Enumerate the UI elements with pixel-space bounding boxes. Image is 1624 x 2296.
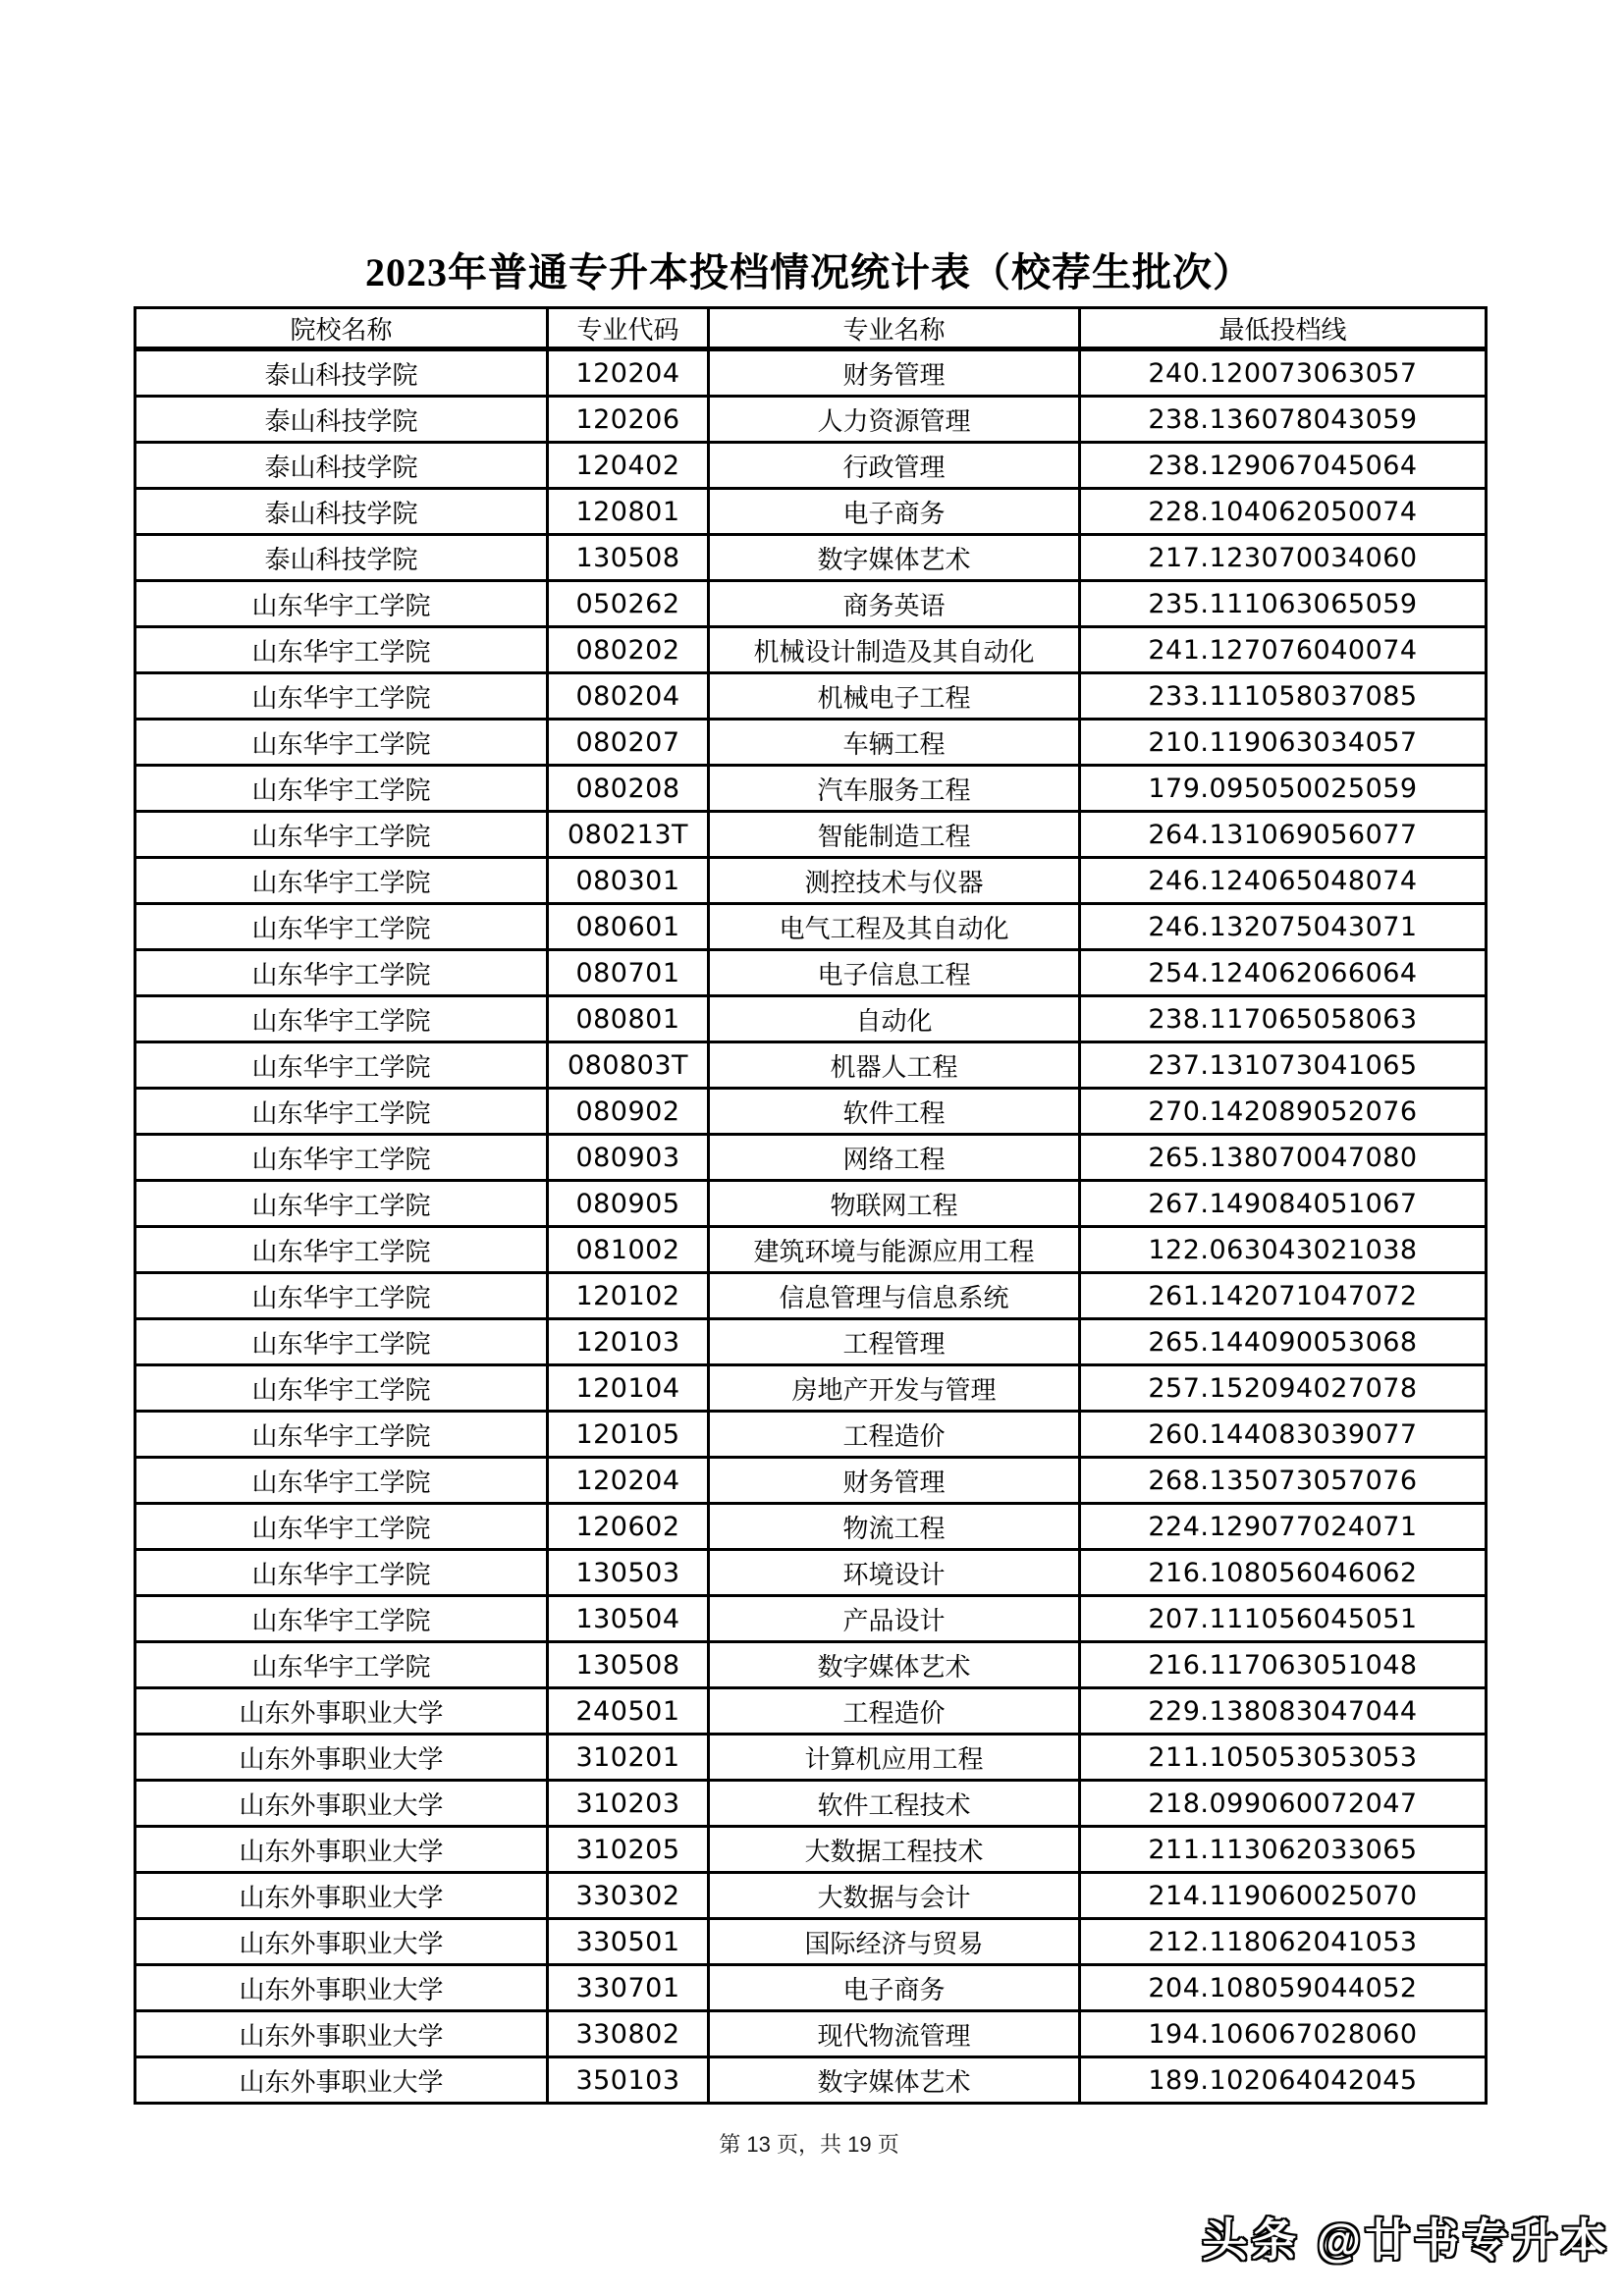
school-name-cell: 山东外事职业大学 [135, 1873, 548, 1919]
major-name-cell: 软件工程 [709, 1089, 1080, 1135]
table-row [135, 1227, 1487, 1273]
table-row [135, 1504, 1487, 1550]
min-score-cell: 254.124062066064 [1080, 950, 1487, 996]
school-name-cell: 山东华宇工学院 [135, 1227, 548, 1273]
major-code-cell: 080301 [548, 858, 709, 904]
min-score-cell: 122.063043021038 [1080, 1227, 1487, 1273]
major-code-cell: 330701 [548, 1965, 709, 2011]
school-name-cell: 山东外事职业大学 [135, 1735, 548, 1781]
major-name-cell: 数字媒体艺术 [709, 1642, 1080, 1688]
major-name-cell: 电子商务 [709, 1965, 1080, 2011]
major-code-cell: 080903 [548, 1135, 709, 1181]
min-score-cell: 211.113062033065 [1080, 1827, 1487, 1873]
major-code-cell: 050262 [548, 581, 709, 627]
school-name-cell: 山东华宇工学院 [135, 1365, 548, 1412]
major-name-cell: 商务英语 [709, 581, 1080, 627]
major-name-cell: 工程造价 [709, 1412, 1080, 1458]
major-code-cell: 330302 [548, 1873, 709, 1919]
min-score-cell: 265.138070047080 [1080, 1135, 1487, 1181]
major-code-cell: 120103 [548, 1319, 709, 1365]
table-row [135, 1135, 1487, 1181]
table-row [135, 1873, 1487, 1919]
major-code-cell: 130503 [548, 1550, 709, 1596]
major-name-cell: 产品设计 [709, 1596, 1080, 1642]
min-score-cell: 235.111063065059 [1080, 581, 1487, 627]
table-row [135, 1688, 1487, 1735]
school-name-cell: 山东外事职业大学 [135, 1688, 548, 1735]
major-code-cell: 120206 [548, 397, 709, 443]
table-row [135, 1042, 1487, 1089]
major-name-cell: 大数据工程技术 [709, 1827, 1080, 1873]
major-code-cell: 310203 [548, 1781, 709, 1827]
major-name-cell: 行政管理 [709, 443, 1080, 489]
table-row [135, 766, 1487, 812]
school-name-cell: 山东华宇工学院 [135, 1550, 548, 1596]
col-header-min-admission-line: 最低投档线 [1080, 308, 1487, 349]
col-header-major-code: 专业代码 [548, 308, 709, 349]
min-score-cell: 179.095050025059 [1080, 766, 1487, 812]
min-score-cell: 210.119063034057 [1080, 720, 1487, 766]
table-row [135, 720, 1487, 766]
major-name-cell: 汽车服务工程 [709, 766, 1080, 812]
min-score-cell: 238.129067045064 [1080, 443, 1487, 489]
school-name-cell: 山东华宇工学院 [135, 996, 548, 1042]
table-row [135, 1550, 1487, 1596]
min-score-cell: 246.124065048074 [1080, 858, 1487, 904]
major-name-cell: 大数据与会计 [709, 1873, 1080, 1919]
major-code-cell: 080701 [548, 950, 709, 996]
major-name-cell: 人力资源管理 [709, 397, 1080, 443]
major-name-cell: 电子商务 [709, 489, 1080, 535]
min-score-cell: 238.136078043059 [1080, 397, 1487, 443]
school-name-cell: 山东华宇工学院 [135, 1642, 548, 1688]
school-name-cell: 泰山科技学院 [135, 397, 548, 443]
table-row [135, 673, 1487, 720]
major-name-cell: 国际经济与贸易 [709, 1919, 1080, 1965]
min-score-cell: 240.120073063057 [1080, 349, 1487, 397]
major-name-cell: 机械设计制造及其自动化 [709, 627, 1080, 673]
school-name-cell: 山东华宇工学院 [135, 1273, 548, 1319]
major-name-cell: 软件工程技术 [709, 1781, 1080, 1827]
major-code-cell: 120801 [548, 489, 709, 535]
min-score-cell: 214.119060025070 [1080, 1873, 1487, 1919]
major-name-cell: 自动化 [709, 996, 1080, 1042]
min-score-cell: 238.117065058063 [1080, 996, 1487, 1042]
major-code-cell: 130504 [548, 1596, 709, 1642]
page-number: 第 13 页，共 19 页 [719, 2132, 899, 2157]
major-name-cell: 物联网工程 [709, 1181, 1080, 1227]
table-header [135, 308, 1487, 349]
school-name-cell: 山东华宇工学院 [135, 1504, 548, 1550]
major-name-cell: 信息管理与信息系统 [709, 1273, 1080, 1319]
major-name-cell: 工程管理 [709, 1319, 1080, 1365]
major-code-cell: 130508 [548, 535, 709, 581]
min-score-cell: 233.111058037085 [1080, 673, 1487, 720]
min-score-cell: 270.142089052076 [1080, 1089, 1487, 1135]
major-code-cell: 080601 [548, 904, 709, 950]
major-name-cell: 工程造价 [709, 1688, 1080, 1735]
table-row [135, 2057, 1487, 2104]
table-row [135, 627, 1487, 673]
school-name-cell: 泰山科技学院 [135, 443, 548, 489]
major-code-cell: 080803T [548, 1042, 709, 1089]
table-row [135, 535, 1487, 581]
major-name-cell: 物流工程 [709, 1504, 1080, 1550]
min-score-cell: 228.104062050074 [1080, 489, 1487, 535]
table-row [135, 858, 1487, 904]
min-score-cell: 189.102064042045 [1080, 2057, 1487, 2104]
major-name-cell: 现代物流管理 [709, 2011, 1080, 2057]
min-score-cell: 241.127076040074 [1080, 627, 1487, 673]
min-score-cell: 265.144090053068 [1080, 1319, 1487, 1365]
major-code-cell: 080208 [548, 766, 709, 812]
major-name-cell: 机械电子工程 [709, 673, 1080, 720]
major-code-cell: 080902 [548, 1089, 709, 1135]
school-name-cell: 山东华宇工学院 [135, 858, 548, 904]
major-code-cell: 120204 [548, 349, 709, 397]
school-name-cell: 泰山科技学院 [135, 489, 548, 535]
major-code-cell: 130508 [548, 1642, 709, 1688]
col-header-major-name: 专业名称 [709, 308, 1080, 349]
school-name-cell: 山东华宇工学院 [135, 627, 548, 673]
school-name-cell: 山东外事职业大学 [135, 1919, 548, 1965]
major-name-cell: 电子信息工程 [709, 950, 1080, 996]
major-name-cell: 电气工程及其自动化 [709, 904, 1080, 950]
school-name-cell: 山东外事职业大学 [135, 2011, 548, 2057]
school-name-cell: 山东华宇工学院 [135, 904, 548, 950]
table-row [135, 1412, 1487, 1458]
min-score-cell: 261.142071047072 [1080, 1273, 1487, 1319]
school-name-cell: 山东华宇工学院 [135, 1042, 548, 1089]
major-code-cell: 080213T [548, 812, 709, 858]
min-score-cell: 216.117063051048 [1080, 1642, 1487, 1688]
major-code-cell: 080202 [548, 627, 709, 673]
major-code-cell: 330802 [548, 2011, 709, 2057]
major-name-cell: 财务管理 [709, 349, 1080, 397]
table-row [135, 1827, 1487, 1873]
table-row [135, 1919, 1487, 1965]
table-row [135, 1089, 1487, 1135]
table-row [135, 1273, 1487, 1319]
min-score-cell: 246.132075043071 [1080, 904, 1487, 950]
col-header-school-name: 院校名称 [135, 308, 548, 349]
major-code-cell: 310201 [548, 1735, 709, 1781]
table-row [135, 950, 1487, 996]
major-name-cell: 测控技术与仪器 [709, 858, 1080, 904]
table-row [135, 996, 1487, 1042]
table-body [135, 349, 1487, 2104]
school-name-cell: 山东华宇工学院 [135, 720, 548, 766]
school-name-cell: 山东华宇工学院 [135, 1596, 548, 1642]
table-row [135, 349, 1487, 397]
school-name-cell: 泰山科技学院 [135, 349, 548, 397]
min-score-cell: 212.118062041053 [1080, 1919, 1487, 1965]
min-score-cell: 217.123070034060 [1080, 535, 1487, 581]
table-row [135, 904, 1487, 950]
school-name-cell: 山东华宇工学院 [135, 1458, 548, 1504]
major-code-cell: 120602 [548, 1504, 709, 1550]
major-name-cell: 建筑环境与能源应用工程 [709, 1227, 1080, 1273]
watermark: 头条 @廿书专升本 [1202, 2215, 1610, 2266]
table-row [135, 2011, 1487, 2057]
table-row [135, 443, 1487, 489]
min-score-cell: 207.111056045051 [1080, 1596, 1487, 1642]
major-name-cell: 机器人工程 [709, 1042, 1080, 1089]
table-row [135, 1735, 1487, 1781]
table-row [135, 812, 1487, 858]
school-name-cell: 泰山科技学院 [135, 535, 548, 581]
major-code-cell: 081002 [548, 1227, 709, 1273]
school-name-cell: 山东外事职业大学 [135, 1965, 548, 2011]
min-score-cell: 260.144083039077 [1080, 1412, 1487, 1458]
min-score-cell: 216.108056046062 [1080, 1550, 1487, 1596]
table-row [135, 489, 1487, 535]
major-code-cell: 120102 [548, 1273, 709, 1319]
school-name-cell: 山东华宇工学院 [135, 581, 548, 627]
major-code-cell: 080905 [548, 1181, 709, 1227]
major-name-cell: 环境设计 [709, 1550, 1080, 1596]
min-score-cell: 224.129077024071 [1080, 1504, 1487, 1550]
header-row [135, 308, 1487, 349]
table-row [135, 1596, 1487, 1642]
min-score-cell: 267.149084051067 [1080, 1181, 1487, 1227]
major-name-cell: 房地产开发与管理 [709, 1365, 1080, 1412]
major-code-cell: 080801 [548, 996, 709, 1042]
school-name-cell: 山东华宇工学院 [135, 1181, 548, 1227]
table-row [135, 1365, 1487, 1412]
page-title: 2023年普通专升本投档情况统计表（校荐生批次） [365, 250, 1253, 294]
major-name-cell: 数字媒体艺术 [709, 535, 1080, 581]
school-name-cell: 山东华宇工学院 [135, 950, 548, 996]
major-code-cell: 310205 [548, 1827, 709, 1873]
school-name-cell: 山东华宇工学院 [135, 766, 548, 812]
table-row [135, 1458, 1487, 1504]
major-code-cell: 120104 [548, 1365, 709, 1412]
min-score-cell: 237.131073041065 [1080, 1042, 1487, 1089]
major-name-cell: 智能制造工程 [709, 812, 1080, 858]
major-code-cell: 120402 [548, 443, 709, 489]
school-name-cell: 山东外事职业大学 [135, 1827, 548, 1873]
min-score-cell: 194.106067028060 [1080, 2011, 1487, 2057]
major-code-cell: 330501 [548, 1919, 709, 1965]
major-name-cell: 网络工程 [709, 1135, 1080, 1181]
min-score-cell: 211.105053053053 [1080, 1735, 1487, 1781]
major-code-cell: 080207 [548, 720, 709, 766]
table-row [135, 581, 1487, 627]
major-code-cell: 080204 [548, 673, 709, 720]
table-row [135, 1781, 1487, 1827]
table-row [135, 1965, 1487, 2011]
major-code-cell: 120105 [548, 1412, 709, 1458]
min-score-cell: 218.099060072047 [1080, 1781, 1487, 1827]
major-name-cell: 数字媒体艺术 [709, 2057, 1080, 2104]
major-name-cell: 车辆工程 [709, 720, 1080, 766]
table-row [135, 397, 1487, 443]
min-score-cell: 264.131069056077 [1080, 812, 1487, 858]
admission-stats-table [134, 306, 1488, 2105]
table-row [135, 1181, 1487, 1227]
school-name-cell: 山东华宇工学院 [135, 1135, 548, 1181]
table-row [135, 1642, 1487, 1688]
school-name-cell: 山东华宇工学院 [135, 673, 548, 720]
school-name-cell: 山东华宇工学院 [135, 1089, 548, 1135]
school-name-cell: 山东华宇工学院 [135, 812, 548, 858]
major-code-cell: 120204 [548, 1458, 709, 1504]
school-name-cell: 山东外事职业大学 [135, 1781, 548, 1827]
min-score-cell: 268.135073057076 [1080, 1458, 1487, 1504]
min-score-cell: 257.152094027078 [1080, 1365, 1487, 1412]
min-score-cell: 229.138083047044 [1080, 1688, 1487, 1735]
school-name-cell: 山东外事职业大学 [135, 2057, 548, 2104]
major-name-cell: 计算机应用工程 [709, 1735, 1080, 1781]
major-name-cell: 财务管理 [709, 1458, 1080, 1504]
major-code-cell: 240501 [548, 1688, 709, 1735]
major-code-cell: 350103 [548, 2057, 709, 2104]
school-name-cell: 山东华宇工学院 [135, 1412, 548, 1458]
table-row [135, 1319, 1487, 1365]
school-name-cell: 山东华宇工学院 [135, 1319, 548, 1365]
min-score-cell: 204.108059044052 [1080, 1965, 1487, 2011]
